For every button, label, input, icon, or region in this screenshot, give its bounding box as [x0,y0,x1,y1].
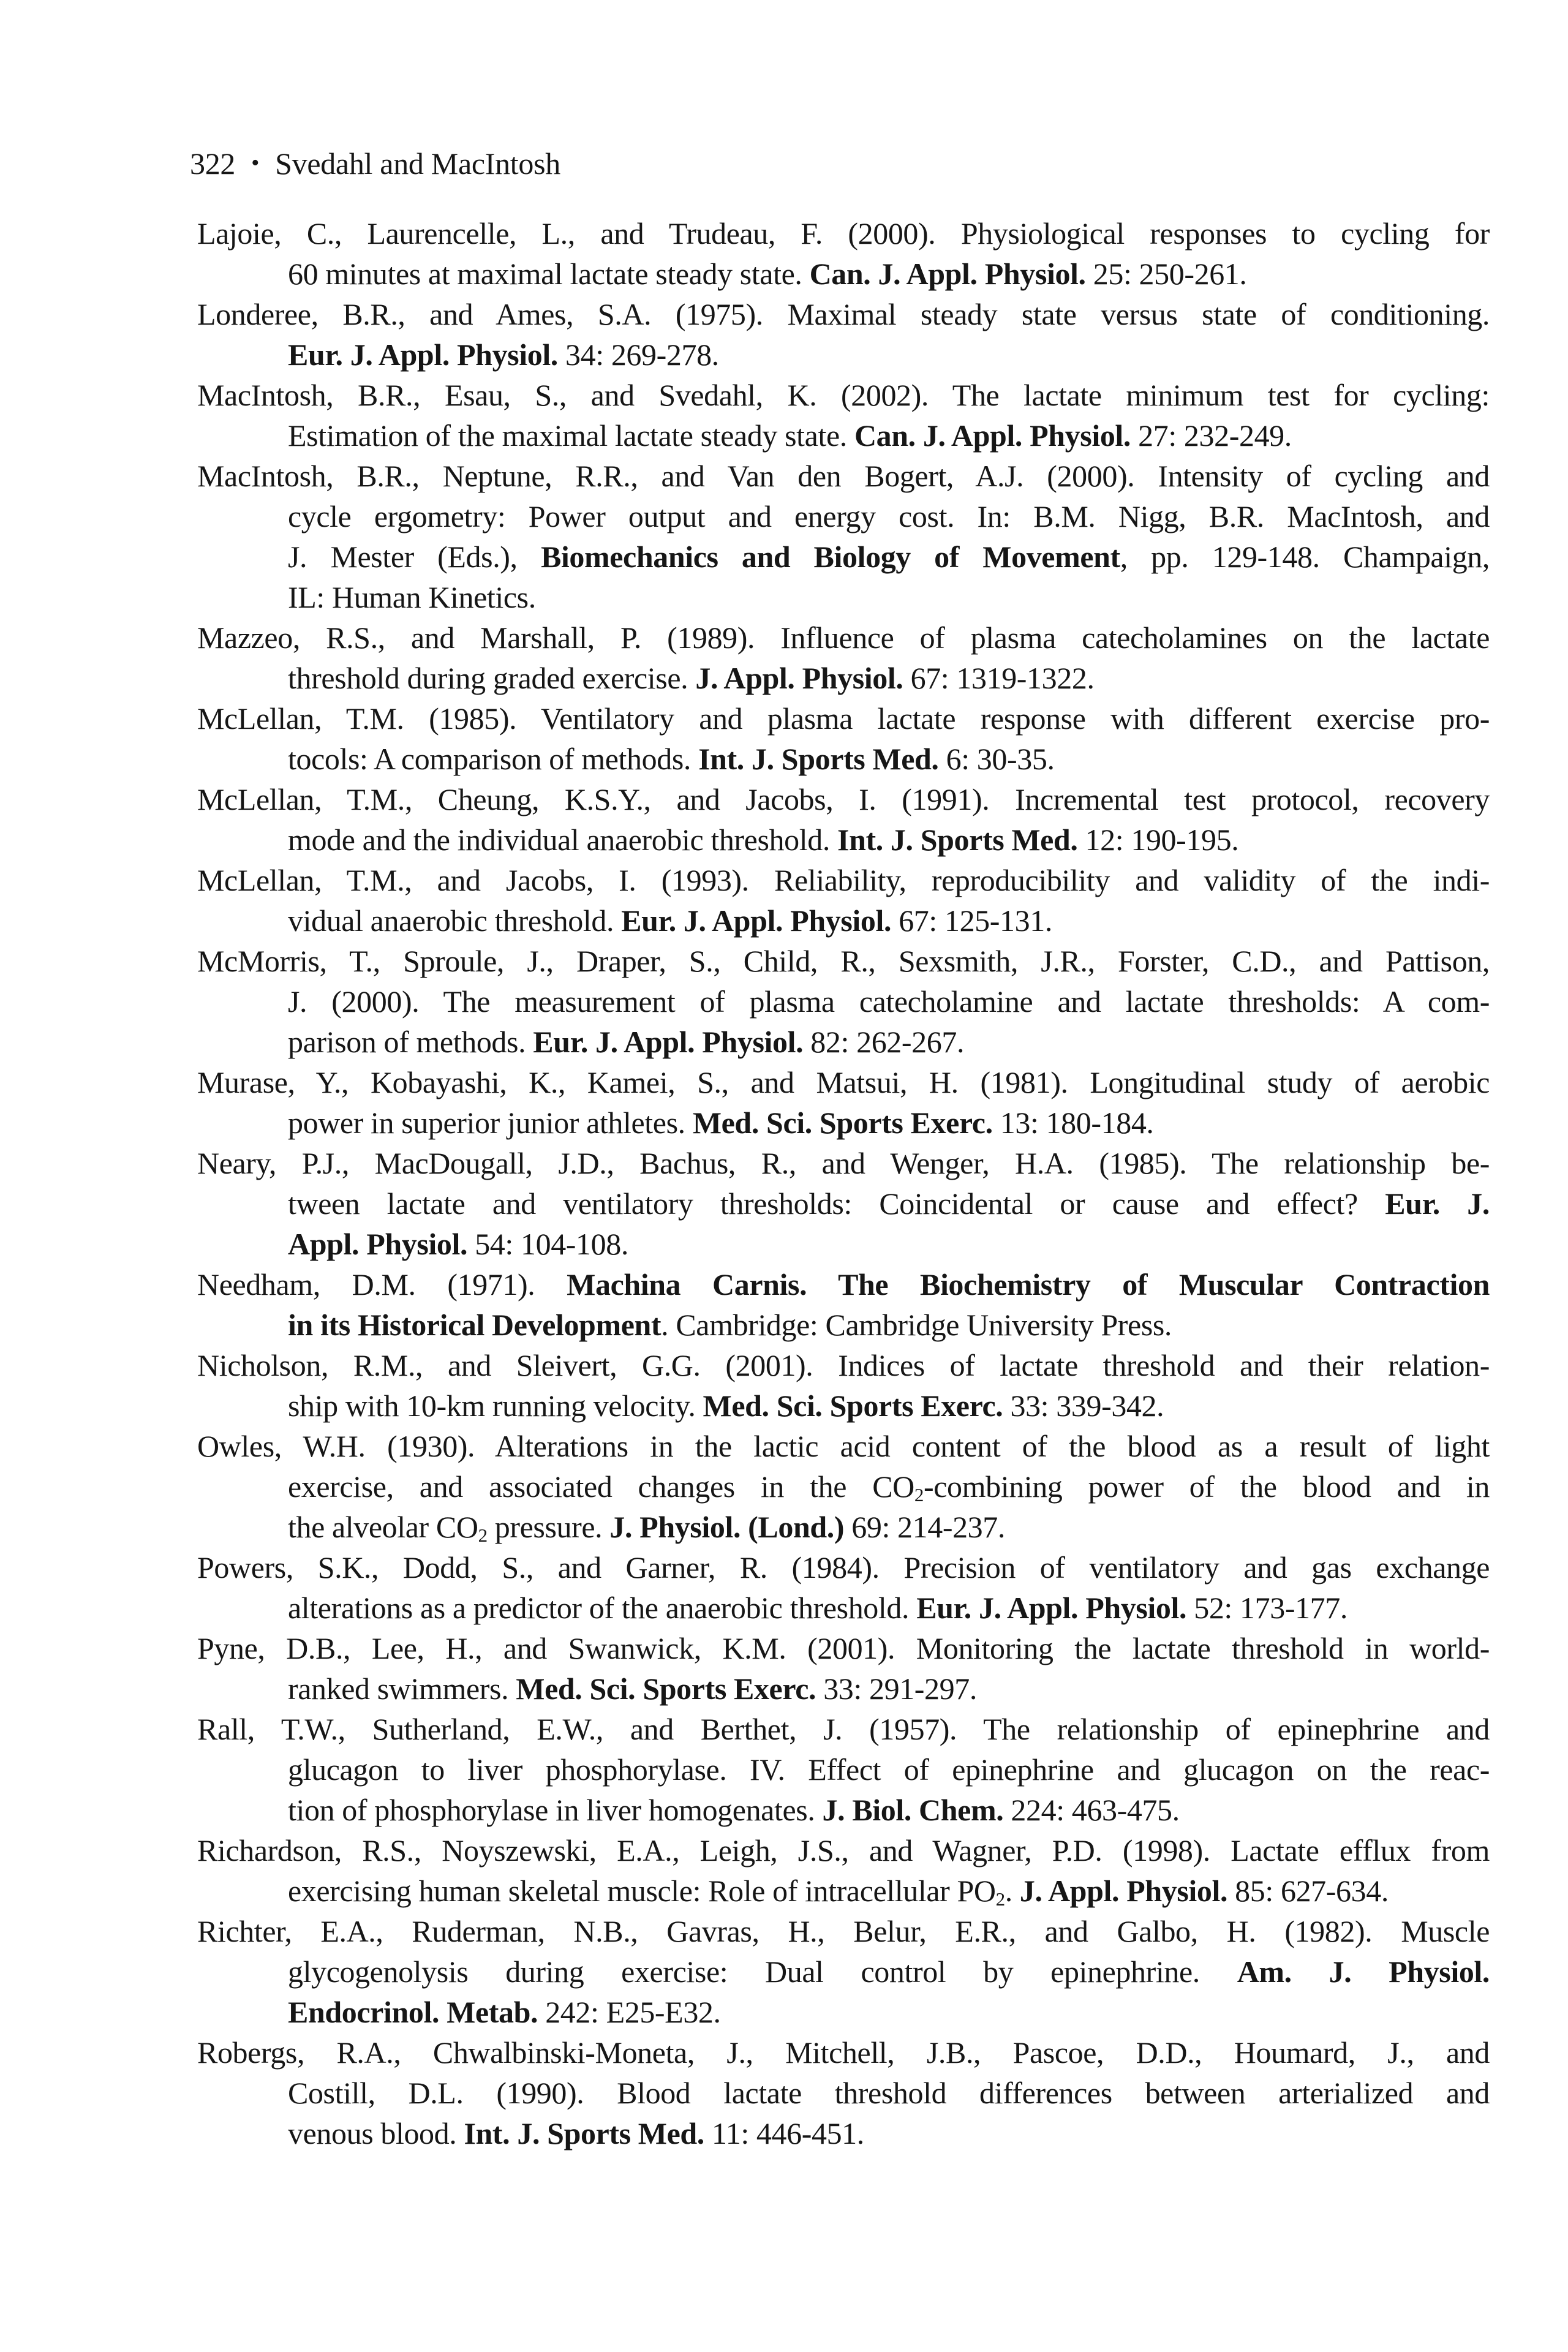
reference-text: exercising human skeletal muscle: Role of intracellular PO [288,1874,996,1908]
reference-text: Costill, D.L. (1990). Blood lactate threshold differences between arterialized and [288,2076,1490,2110]
reference-text: tion of phosphorylase in liver homogenates. [288,1793,823,1827]
reference-text: Powers, S.K., Dodd, S., and Garner, R. (1984). Precision of ventilatory and gas exchange [197,1550,1490,1585]
reference-line [197,820,1490,860]
reference-text: 54: 104-108. [467,1227,628,1261]
reference-line [197,779,1490,820]
reference-text: exercise, and associated changes in the CO [288,1469,914,1504]
journal-or-book-title: Med. Sci. Sports Exerc. [516,1672,816,1706]
reference-line [197,860,1490,900]
reference-text: McLellan, T.M., and Jacobs, I. (1993). Reliability, reproducibility and validity of the indi- [197,863,1490,897]
journal-or-book-title: Biomechanics and Biology of Movement [540,540,1120,574]
reference-line [197,617,1490,658]
reference-text: J. (2000). The measurement of plasma catecholamine and lactate thresholds: A com- [288,984,1490,1019]
reference-entry [197,941,1490,1062]
reference-entry [197,698,1490,779]
journal-or-book-title: Can. J. Appl. Physiol. [854,418,1131,453]
reference-text: parison of methods. [288,1025,533,1059]
reference-line [197,1830,1490,1871]
journal-or-book-title: Am. J. Physiol. [1237,1954,1490,1989]
reference-line [197,1871,1490,1911]
reference-entry [197,1426,1490,1547]
reference-entry [197,375,1490,456]
journal-or-book-title: Med. Sci. Sports Exerc. [703,1389,1003,1423]
journal-or-book-title: Int. J. Sports Med. [698,742,939,776]
reference-line [197,1911,1490,1951]
subscript-text: 2 [914,1483,924,1506]
reference-line [197,2032,1490,2073]
journal-or-book-title: Eur. J. Appl. Physiol. [533,1025,804,1059]
reference-line [197,739,1490,779]
reference-text: IL: Human Kinetics. [288,580,536,614]
reference-text: McLellan, T.M., Cheung, K.S.Y., and Jacobs, I. (1991). Incremental test protocol, recovery [197,782,1490,816]
reference-line [197,1345,1490,1385]
reference-line [197,334,1490,375]
journal-or-book-title: Eur. J. Appl. Physiol. [916,1591,1187,1625]
reference-text: Estimation of the maximal lactate steady state. [288,418,854,453]
reference-text: Neary, P.J., MacDougall, J.D., Bachus, R., and Wenger, H.A. (1985). The relationship be- [197,1146,1490,1180]
reference-line [197,1385,1490,1426]
journal-or-book-title: J. Appl. Physiol. [1019,1874,1228,1908]
reference-text: the alveolar CO [288,1510,478,1544]
reference-entry [197,1830,1490,1911]
journal-or-book-title: Appl. Physiol. [288,1227,468,1261]
reference-line [197,1951,1490,1992]
reference-text: McLellan, T.M. (1985). Ventilatory and plasma lactate response with different exercise pro- [197,701,1490,736]
reference-entry [197,1062,1490,1143]
reference-text: 224: 463-475. [1003,1793,1180,1827]
reference-text: MacIntosh, B.R., Esau, S., and Svedahl, K. (2002). The lactate minimum test for cycling: [197,378,1490,412]
reference-text: Owles, W.H. (1930). Alterations in the lactic acid content of the blood as a result of light [197,1429,1490,1463]
journal-or-book-title: Med. Sci. Sports Exerc. [692,1106,993,1140]
journal-or-book-title: Int. J. Sports Med. [464,2116,704,2150]
reference-text: Rall, T.W., Sutherland, E.W., and Berthet, J. (1957). The relationship of epinephrine and [197,1712,1490,1746]
reference-text: Richardson, R.S., Noyszewski, E.A., Leigh, J.S., and Wagner, P.D. (1998). Lactate efflux from [197,1833,1490,1868]
reference-text: J. Mester (Eds.), [288,540,541,574]
reference-text: MacIntosh, B.R., Neptune, R.R., and Van den Bogert, A.J. (2000). Intensity of cycling and [197,459,1490,493]
reference-entry [197,860,1490,941]
reference-text: 12: 190-195. [1077,823,1239,857]
reference-text: 6: 30-35. [938,742,1055,776]
reference-line [197,1507,1490,1547]
reference-text: Needham, D.M. (1971). [197,1267,567,1302]
reference-text: venous blood. [288,2116,464,2150]
reference-line [197,1749,1490,1790]
reference-text: glucagon to liver phosphorylase. IV. Effect of epinephrine and glucagon on the reac- [288,1752,1490,1787]
reference-text: 85: 627-634. [1227,1874,1389,1908]
reference-text: 69: 214-237. [844,1510,1005,1544]
reference-text: . Cambridge: Cambridge University Press. [661,1308,1172,1342]
subscript-text: 2 [995,1888,1005,1910]
reference-line [197,1426,1490,1466]
reference-line [197,900,1490,941]
reference-line [197,537,1490,577]
reference-line [197,1062,1490,1102]
reference-entry [197,1709,1490,1830]
reference-text: 60 minutes at maximal lactate steady state. [288,257,810,291]
reference-entry [197,1264,1490,1345]
reference-text: 82: 262-267. [803,1025,965,1059]
reference-entry [197,1345,1490,1426]
reference-line [197,1022,1490,1062]
running-title: Svedahl and MacIntosh [275,146,560,181]
reference-entry [197,779,1490,860]
reference-line [197,294,1490,334]
reference-line [197,1183,1490,1224]
reference-line [197,1143,1490,1183]
reference-text: tocols: A comparison of methods. [288,742,699,776]
reference-entry [197,294,1490,375]
reference-text: Murase, Y., Kobayashi, K., Kamei, S., and Matsui, H. (1981). Longitudinal study of aerobic [197,1065,1490,1099]
reference-line [197,1588,1490,1628]
reference-line [197,1305,1490,1345]
reference-line [197,941,1490,981]
journal-or-book-title: Int. J. Sports Med. [837,823,1078,857]
reference-line [197,577,1490,617]
reference-line [197,254,1490,294]
reference-text: 67: 1319-1322. [903,661,1095,695]
reference-text: 11: 446-451. [704,2116,864,2150]
reference-entry [197,617,1490,698]
reference-text: alterations as a predictor of the anaerobic threshold. [288,1591,917,1625]
reference-line [197,2073,1490,2113]
reference-text: 242: E25-E32. [538,1995,721,2029]
reference-line [197,1547,1490,1588]
page-header [190,145,560,182]
reference-text: 13: 180-184. [992,1106,1154,1140]
reference-text: Robergs, R.A., Chwalbinski-Moneta, J., Mitchell, J.B., Pascoe, D.D., Houmard, J., and [197,2035,1490,2070]
reference-line [197,981,1490,1022]
subscript-text: 2 [478,1524,488,1546]
reference-text: 52: 173-177. [1186,1591,1348,1625]
reference-text: Nicholson, R.M., and Sleivert, G.G. (2001). Indices of lactate threshold and their relation- [197,1348,1490,1382]
reference-entry [197,456,1490,617]
reference-line [197,1709,1490,1749]
reference-line [197,415,1490,456]
bullet-separator-icon: • [251,150,260,176]
reference-line [197,456,1490,496]
journal-or-book-title: Endocrinol. Metab. [288,1995,538,2029]
reference-text: , pp. 129-148. Champaign, [1120,540,1490,574]
reference-text: tween lactate and ventilatory thresholds: Coincidental or cause and effect? [288,1186,1385,1221]
reference-text: cycle ergometry: Power output and energy cost. In: B.M. Nigg, B.R. MacIntosh, and [288,499,1490,533]
reference-line [197,496,1490,537]
reference-text: Londeree, B.R., and Ames, S.A. (1975). Maximal steady state versus state of conditioning. [197,297,1490,331]
reference-line [197,1102,1490,1143]
reference-text: pressure. [487,1510,610,1544]
reference-text: . [1005,1874,1020,1908]
reference-text: ship with 10-km running velocity. [288,1389,703,1423]
reference-entry [197,1911,1490,2032]
reference-line [197,213,1490,254]
reference-text: 27: 232-249. [1131,418,1292,453]
journal-or-book-title: Machina Carnis. The Biochemistry of Muscular Contraction [567,1267,1490,1302]
reference-text: -combining power of the blood and in [923,1469,1490,1504]
reference-line [197,1790,1490,1830]
reference-text: Pyne, D.B., Lee, H., and Swanwick, K.M. (2001). Monitoring the lactate threshold in world- [197,1631,1490,1665]
journal-or-book-title: in its Historical Development [288,1308,662,1342]
reference-entry [197,1547,1490,1628]
reference-text: Richter, E.A., Ruderman, N.B., Gavras, H., Belur, E.R., and Galbo, H. (1982). Muscle [197,1914,1490,1948]
reference-line [197,658,1490,698]
reference-text: Mazzeo, R.S., and Marshall, P. (1989). Influence of plasma catecholamines on the lactate [197,620,1490,655]
reference-line [197,2113,1490,2154]
journal-or-book-title: Eur. J. Appl. Physiol. [288,337,558,372]
reference-text: power in superior junior athletes. [288,1106,693,1140]
reference-text: glycogenolysis during exercise: Dual control by epinephrine. [288,1954,1237,1989]
reference-line [197,1668,1490,1709]
reference-text: 67: 125-131. [891,903,1052,938]
reference-text: 34: 269-278. [557,337,719,372]
reference-text: mode and the individual anaerobic threshold. [288,823,838,857]
reference-line [197,375,1490,415]
reference-line [197,1466,1490,1507]
journal-or-book-title: Can. J. Appl. Physiol. [809,257,1086,291]
journal-or-book-title: Eur. J. Appl. Physiol. [621,903,892,938]
journal-or-book-title: J. Physiol. (Lond.) [609,1510,845,1544]
journal-or-book-title: J. Appl. Physiol. [695,661,903,695]
reference-text: 33: 291-297. [816,1672,977,1706]
reference-text: ranked swimmers. [288,1672,516,1706]
reference-text: threshold during graded exercise. [288,661,696,695]
reference-line [197,1628,1490,1668]
reference-line [197,1264,1490,1305]
reference-text: Lajoie, C., Laurencelle, L., and Trudeau, F. (2000). Physiological responses to cycling for [197,216,1490,251]
journal-or-book-title: J. Biol. Chem. [822,1793,1004,1827]
reference-entry [197,213,1490,294]
references-list [197,213,1490,2154]
reference-line [197,1992,1490,2032]
reference-text: 33: 339-342. [1003,1389,1164,1423]
reference-line [197,698,1490,739]
reference-text: McMorris, T., Sproule, J., Draper, S., Child, R., Sexsmith, J.R., Forster, C.D., and Pattison, [197,944,1490,978]
reference-text: vidual anaerobic threshold. [288,903,622,938]
reference-entry [197,2032,1490,2154]
reference-entry [197,1628,1490,1709]
reference-text: 25: 250-261. [1085,257,1247,291]
journal-or-book-title: Eur. J. [1385,1186,1490,1221]
page-number: 322 [190,146,236,181]
reference-line [197,1224,1490,1264]
reference-entry [197,1143,1490,1264]
